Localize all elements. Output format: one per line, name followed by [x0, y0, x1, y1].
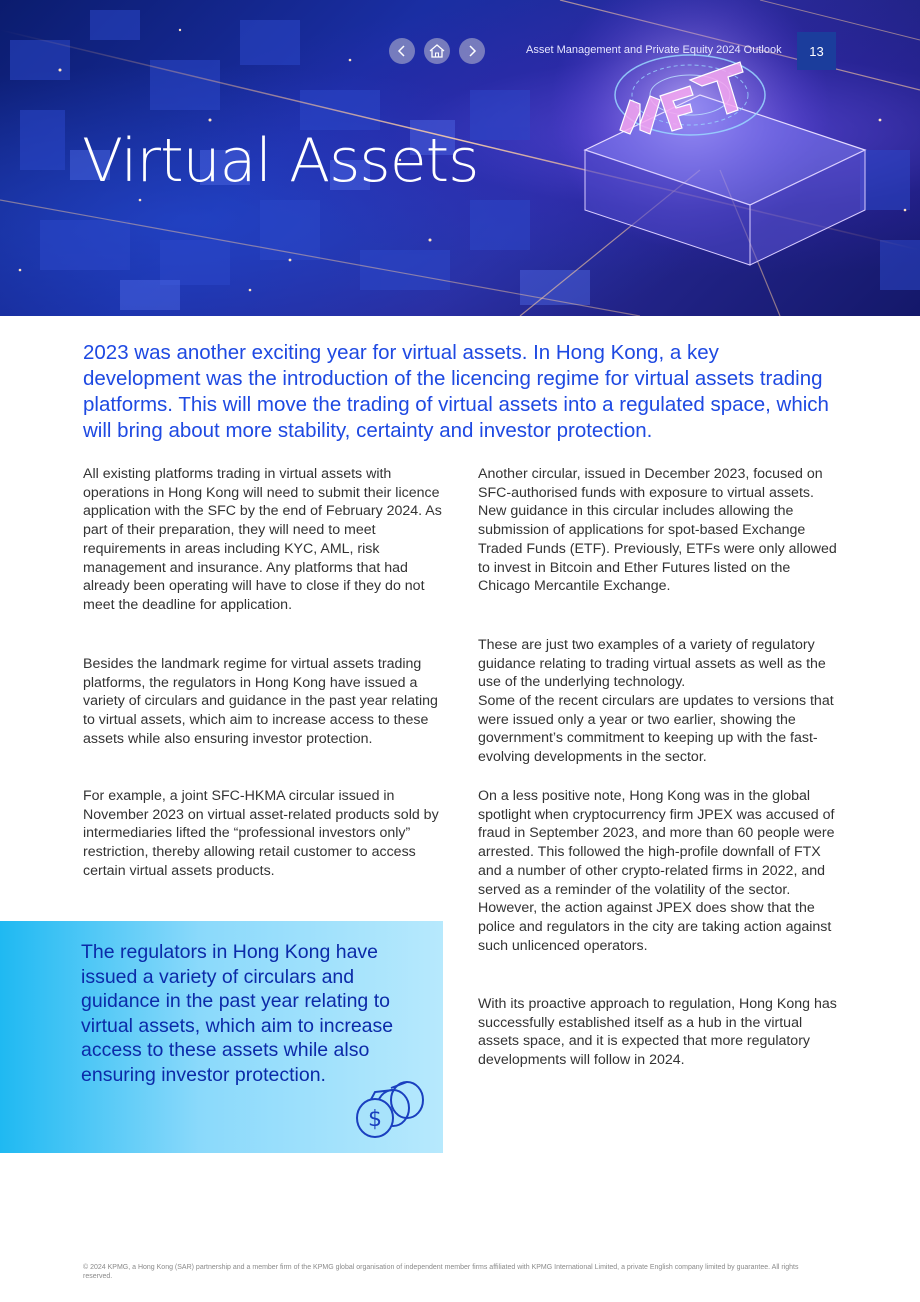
copyright-footer: © 2024 KPMG, a Hong Kong (SAR) partnership and a member firm of the KPMG global organisation of independent member firms affiliated with KPMG International Limited, a private English company limited by guarantee. All rights reserved.: [83, 1264, 799, 1280]
left-paragraph-2: Besides the landmark regime for virtual assets trading platforms, the regulators in Hong Kong have issued a variety of circulars and guidance in the past year relating to virtual assets, which aim to increase access to these assets while also ensuring investor protection.: [83, 656, 438, 747]
pull-quote-text: The regulators in Hong Kong have issued a variety of circulars and guidance in the past year relating to virtual assets, which aim to increase access to these assets while also ensuring investor protection.: [81, 941, 394, 1086]
prev-page-button[interactable]: [389, 38, 415, 64]
right-paragraph-4: On a less positive note, Hong Kong was in the global spotlight when cryptocurrency firm JPEX was accused of fraud in September 2023, and more than 60 people were arrested. This followed the high-profile downfall of FTX and a number of other crypto-related firms in 2022, and served as a reminder of the volatility of the sector. However, the action against JPEX does show that the police and regulators in the city are taking action against such unlicenced operators.: [478, 788, 835, 954]
page-title: Virtual Assets: [82, 126, 479, 196]
svg-text:$: $: [368, 1107, 382, 1132]
page-number-badge: 13: [797, 32, 836, 70]
publication-title: Asset Management and Private Equity 2024 Outlook: [526, 44, 782, 56]
right-paragraph-3: Some of the recent circulars are updates to versions that were issued only a year or two earlier, showing the government’s commitment to keeping up with the fast-evolving developments in the sector.: [478, 693, 834, 766]
left-paragraph-1: All existing platforms trading in virtual assets with operations in Hong Kong will need to submit their licence application with the SFC by the end of February 2024. As part of their preparation, they will need to meet requirements in areas including KYC, AML, risk management and insurance. Any platforms that had already been operating will have to close if they do not meet the deadline for application.: [83, 466, 442, 613]
dollar-coins-icon: [353, 1078, 427, 1140]
right-paragraph-1: Another circular, issued in December 2023, focused on SFC-authorised funds with exposure to virtual assets. New guidance in this circular includes allowing the submission of applications for spot-based Exchange Traded Funds (ETF). Previously, ETFs were only allowed to invest in Bitcoin and Ether Futures listed on the Chicago Mercantile Exchange.: [478, 466, 837, 595]
home-button[interactable]: [424, 38, 450, 64]
chevron-right-icon: [466, 45, 478, 57]
right-paragraph-5: With its proactive approach to regulation, Hong Kong has successfully established itself as a hub in the virtual assets space, and it is expected that more regulatory developments will follow in 2024.: [478, 996, 837, 1069]
right-paragraph-2: These are just two examples of a variety of regulatory guidance relating to trading virtual assets as well as the use of the underlying technology.: [478, 637, 826, 691]
left-paragraph-3: For example, a joint SFC-HKMA circular issued in November 2023 on virtual asset-related products sold by intermediaries lifted the “professional investors only” restriction, thereby allowing retail customer to access certain virtual assets products.: [83, 788, 439, 879]
hero-banner: [0, 0, 920, 316]
home-icon: [429, 44, 445, 58]
intro-paragraph: 2023 was another exciting year for virtual assets. In Hong Kong, a key development was the introduction of the licencing regime for virtual assets trading platforms. This will move the trading of virtual assets into a regulated space, which will bring about more stability, certainty and investor protection.: [83, 341, 829, 442]
chevron-left-icon: [396, 45, 408, 57]
next-page-button[interactable]: [459, 38, 485, 64]
